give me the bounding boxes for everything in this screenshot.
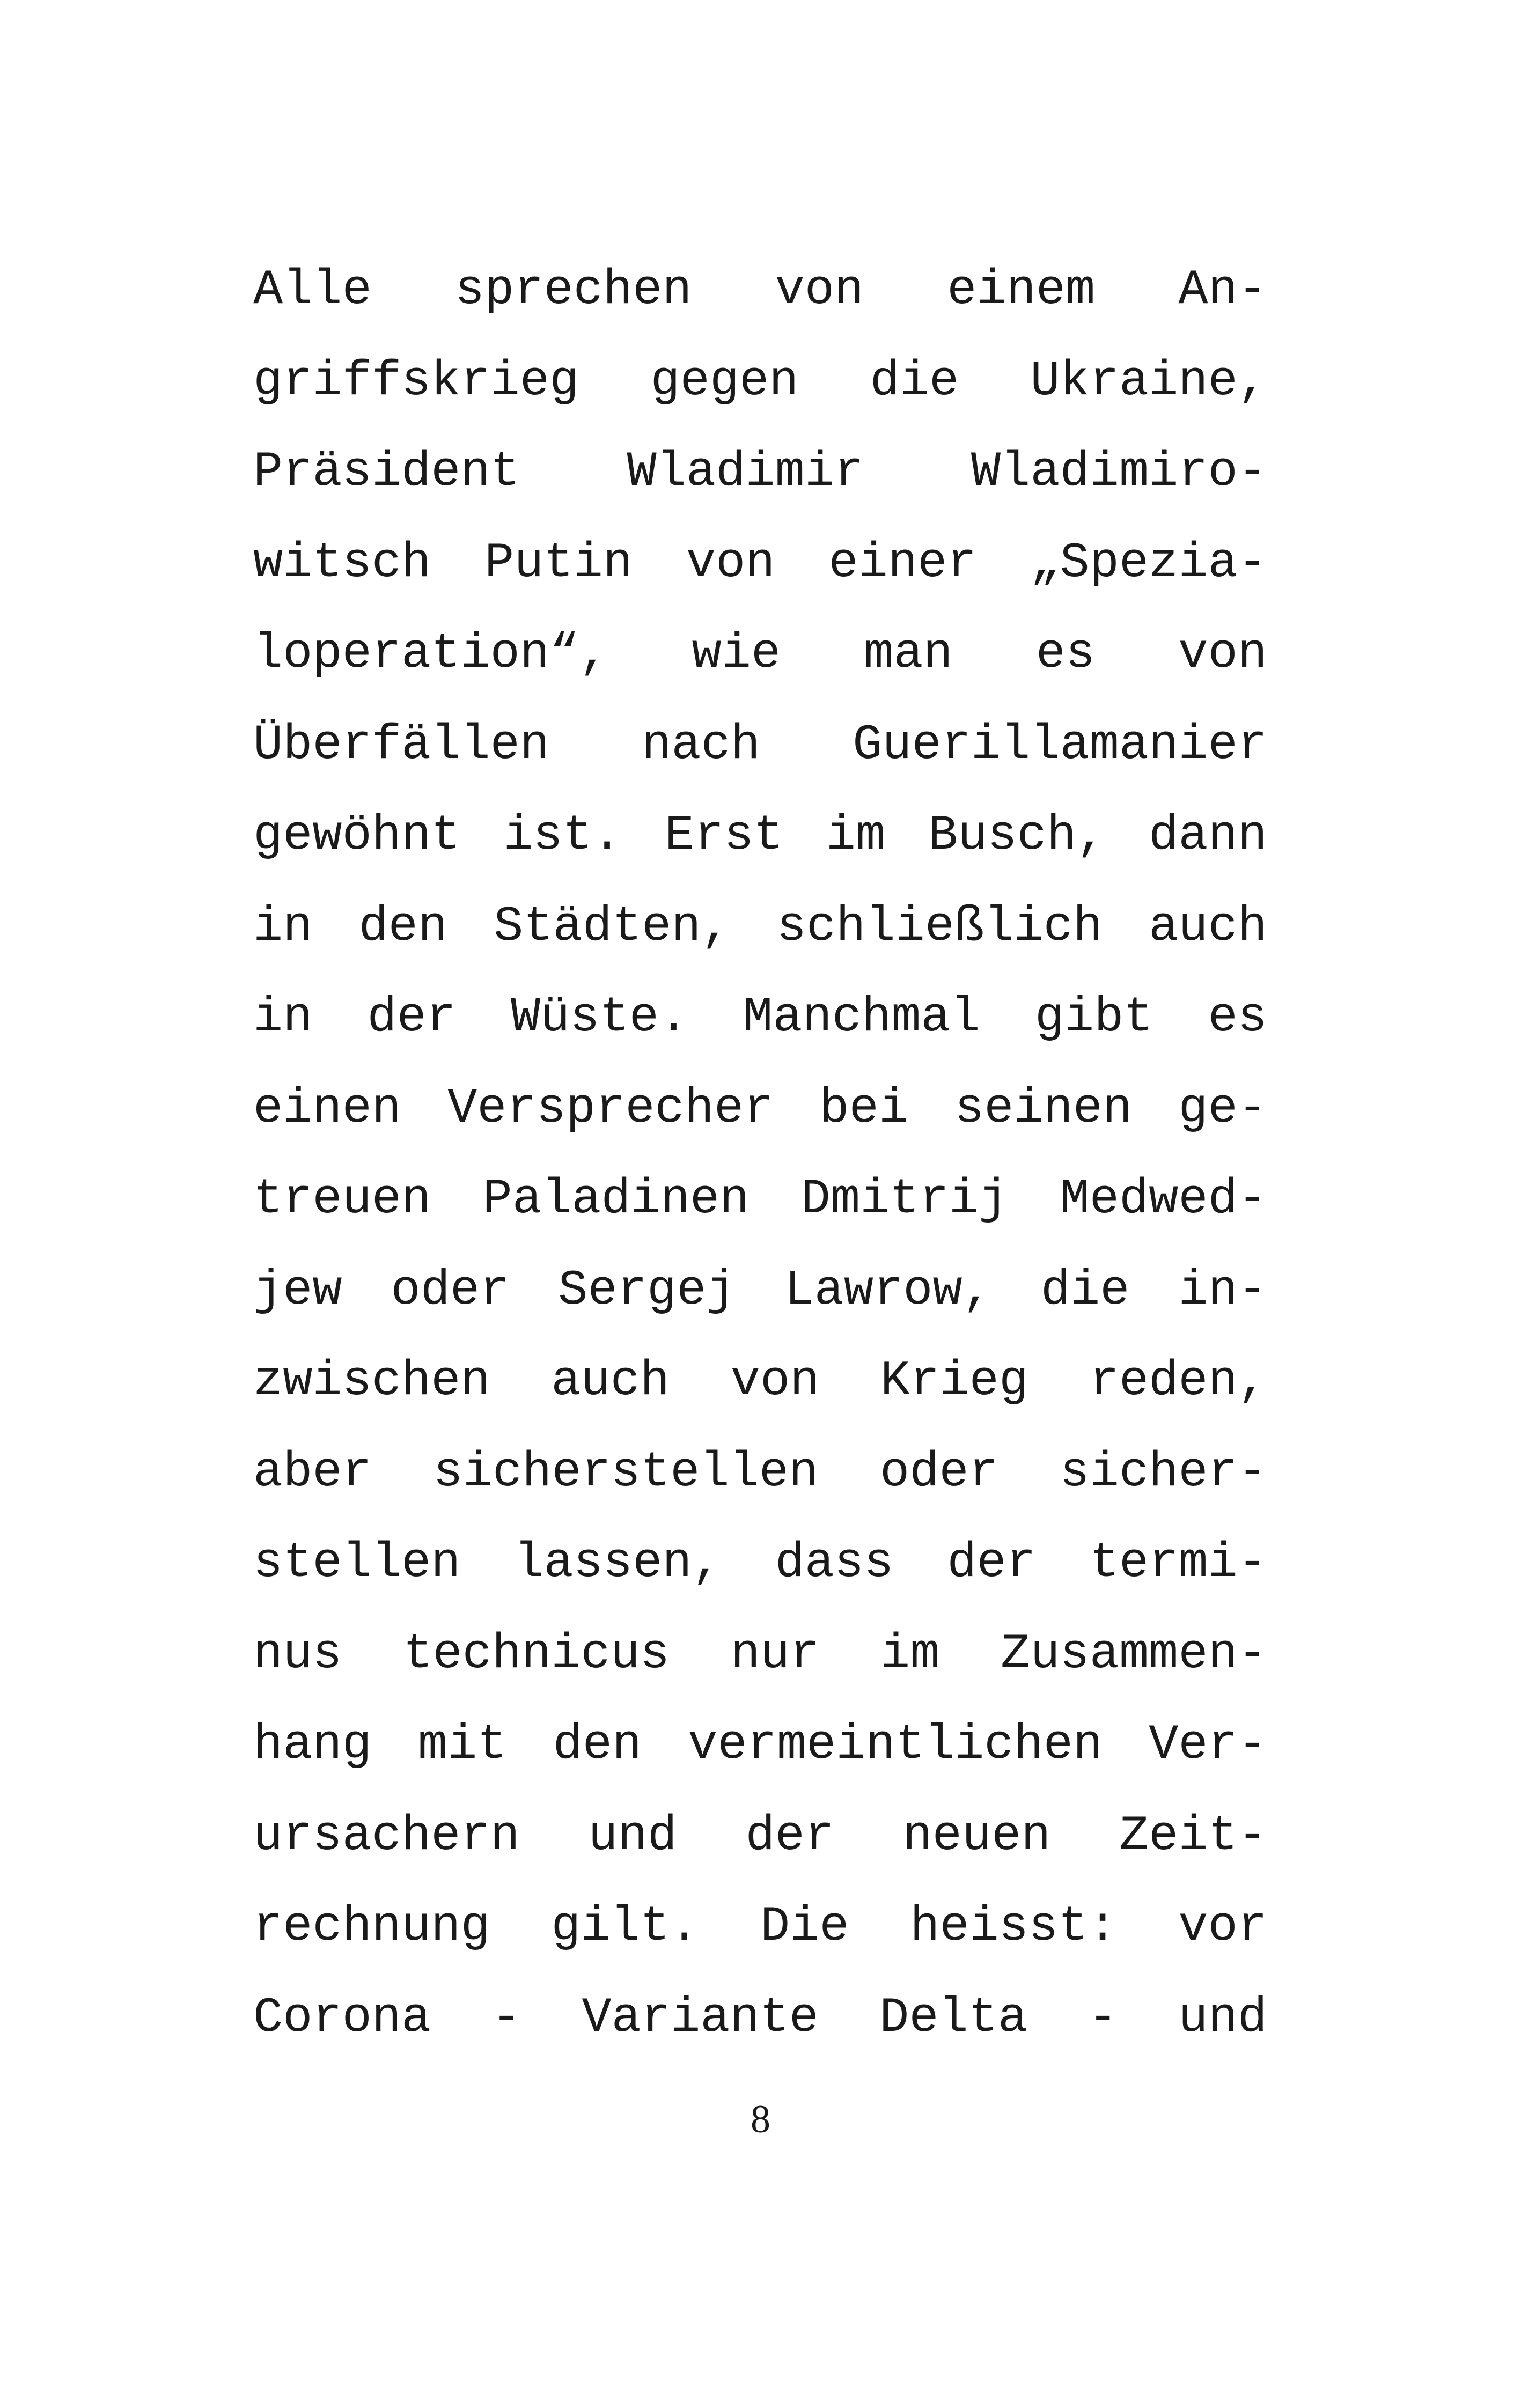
text-line: Alle sprechen von einem An- — [253, 262, 1267, 318]
text-line: gewöhnt ist. Erst im Busch, dann — [253, 807, 1267, 864]
text-line: loperation“, wie man es von — [253, 625, 1267, 682]
text-line: witsch Putin von einer „Spezia- — [253, 534, 1267, 591]
text-line: zwischen auch von Krieg reden, — [253, 1353, 1267, 1409]
text-line: Corona - Variante Delta - und — [253, 1989, 1267, 2046]
page-number: 8 — [751, 2097, 770, 2141]
body-text — [253, 245, 1267, 2063]
text-line: ursachern und der neuen Zeit- — [253, 1807, 1267, 1864]
text-line: in den Städten, schließlich auch — [253, 898, 1267, 955]
text-line: griffskrieg gegen die Ukraine, — [253, 352, 1267, 409]
text-line: rechnung gilt. Die heisst: vor — [253, 1898, 1267, 1955]
text-line: treuen Paladinen Dmitrij Medwed- — [253, 1171, 1267, 1227]
text-line: stellen lassen, dass der termi- — [253, 1535, 1267, 1591]
text-line: jew oder Sergej Lawrow, die in- — [253, 1262, 1267, 1319]
text-line: in der Wüste. Manchmal gibt es — [253, 989, 1267, 1045]
text-line: hang mit den vermeintlichen Ver- — [253, 1717, 1267, 1773]
text-line: Präsident Wladimir Wladimiro- — [253, 444, 1267, 500]
text-line: nus technicus nur im Zusammen- — [253, 1625, 1267, 1682]
text-line: Überfällen nach Guerillamanier — [253, 716, 1267, 773]
text-line: aber sicherstellen oder sicher- — [253, 1444, 1267, 1500]
text-line: einen Versprecher bei seinen ge- — [253, 1080, 1267, 1137]
